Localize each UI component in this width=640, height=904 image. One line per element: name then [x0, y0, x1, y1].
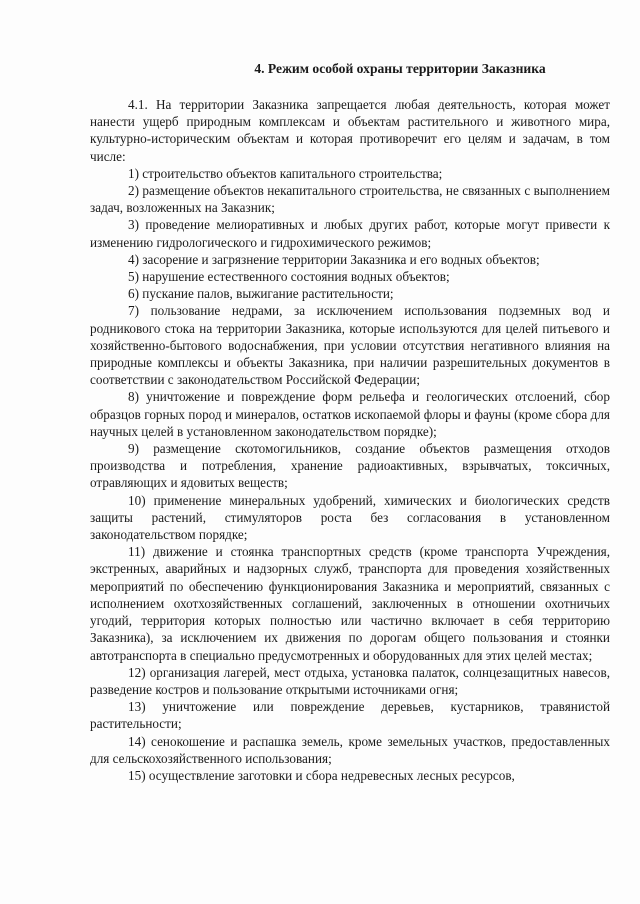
list-item: 1) строительство объектов капитального строительства;: [128, 165, 443, 181]
list-item: 2) размещение объектов некапитального строительства, не связанных с выполнением задач, возложенных на Заказник;: [90, 183, 610, 216]
list-item: 7) пользование недрами, за исключением использования подземных вод и родникового стока на территории Заказника, которые используются для целей питьевого и хозяйственно-бытового водоснабжения, при условии отсутствия негативного влияния на природные комплексы и объекты Заказника, при наличии разрешительных документов в соответствии с законодательством Российской Федерации;: [90, 303, 610, 388]
paragraph-intro: 4.1. На территории Заказника запрещается любая деятельность, которая может нанести ущерб природным комплексам и объектам растительного и животного мира, культурно-историческим объектам и которая противоречит его целям и задачам, в том числе:: [90, 97, 610, 164]
list-item: 8) уничтожение и повреждение форм рельефа и геологических отслоений, сбор образцов горных пород и минералов, остатков ископаемой флоры и фауны (кроме сбора для научных целей в установленном законодательством порядке);: [90, 389, 610, 439]
list-item: 6) пускание палов, выжигание растительности;: [128, 286, 394, 302]
list-item: 5) нарушение естественного состояния водных объектов;: [128, 269, 450, 285]
list-item: 12) организация лагерей, мест отдыха, установка палаток, солнцезащитных навесов, разведение костров и пользование открытыми источниками огня;: [90, 664, 610, 697]
list-item: 9) размещение скотомогильников, создание объектов размещения отходов производства и потребления, хранение радиоактивных, взрывчатых, токсичных, отравляющих и ядовитых веществ;: [90, 441, 610, 491]
list-item: 15) осуществление заготовки и сбора недревесных лесных ресурсов,: [128, 767, 515, 783]
list-item: 14) сенокошение и распашка земель, кроме земельных участков, предоставленных для сельскохозяйственного использования;: [90, 733, 610, 766]
list-item: 4) засорение и загрязнение территории Заказника и его водных объектов;: [128, 251, 540, 267]
list-item: 3) проведение мелиоративных и любых других работ, которые могут привести к изменению гидрологического и гидрохимического режимов;: [90, 217, 610, 250]
list-item: 10) применение минеральных удобрений, химических и биологических средств защиты растений, стимуляторов роста без согласования в установленном законодательством порядке;: [90, 492, 610, 543]
document-body: [90, 60, 610, 784]
section-title: 4. Режим особой охраны территории Заказника: [254, 61, 546, 76]
list-item: 13) уничтожение или повреждение деревьев, кустарников, травянистой растительности;: [90, 699, 610, 732]
list-item: 11) движение и стоянка транспортных средств (кроме транспорта Учреждения, экстренных, аварийных и надзорных служб, транспорта для проведения хозяйственных мероприятий по обеспечению функционирования Заказника и мероприятий, связанных с исполнением охотхозяйственных соглашений, заключенных в отношении охотничьих угодий, территория которых полностью или частично включает в себя территорию Заказника), за исключением их движения по дорогам общего пользования и стоянки автотранспорта в специально предусмотренных и оборудованных для этих целей местах;: [90, 544, 610, 663]
